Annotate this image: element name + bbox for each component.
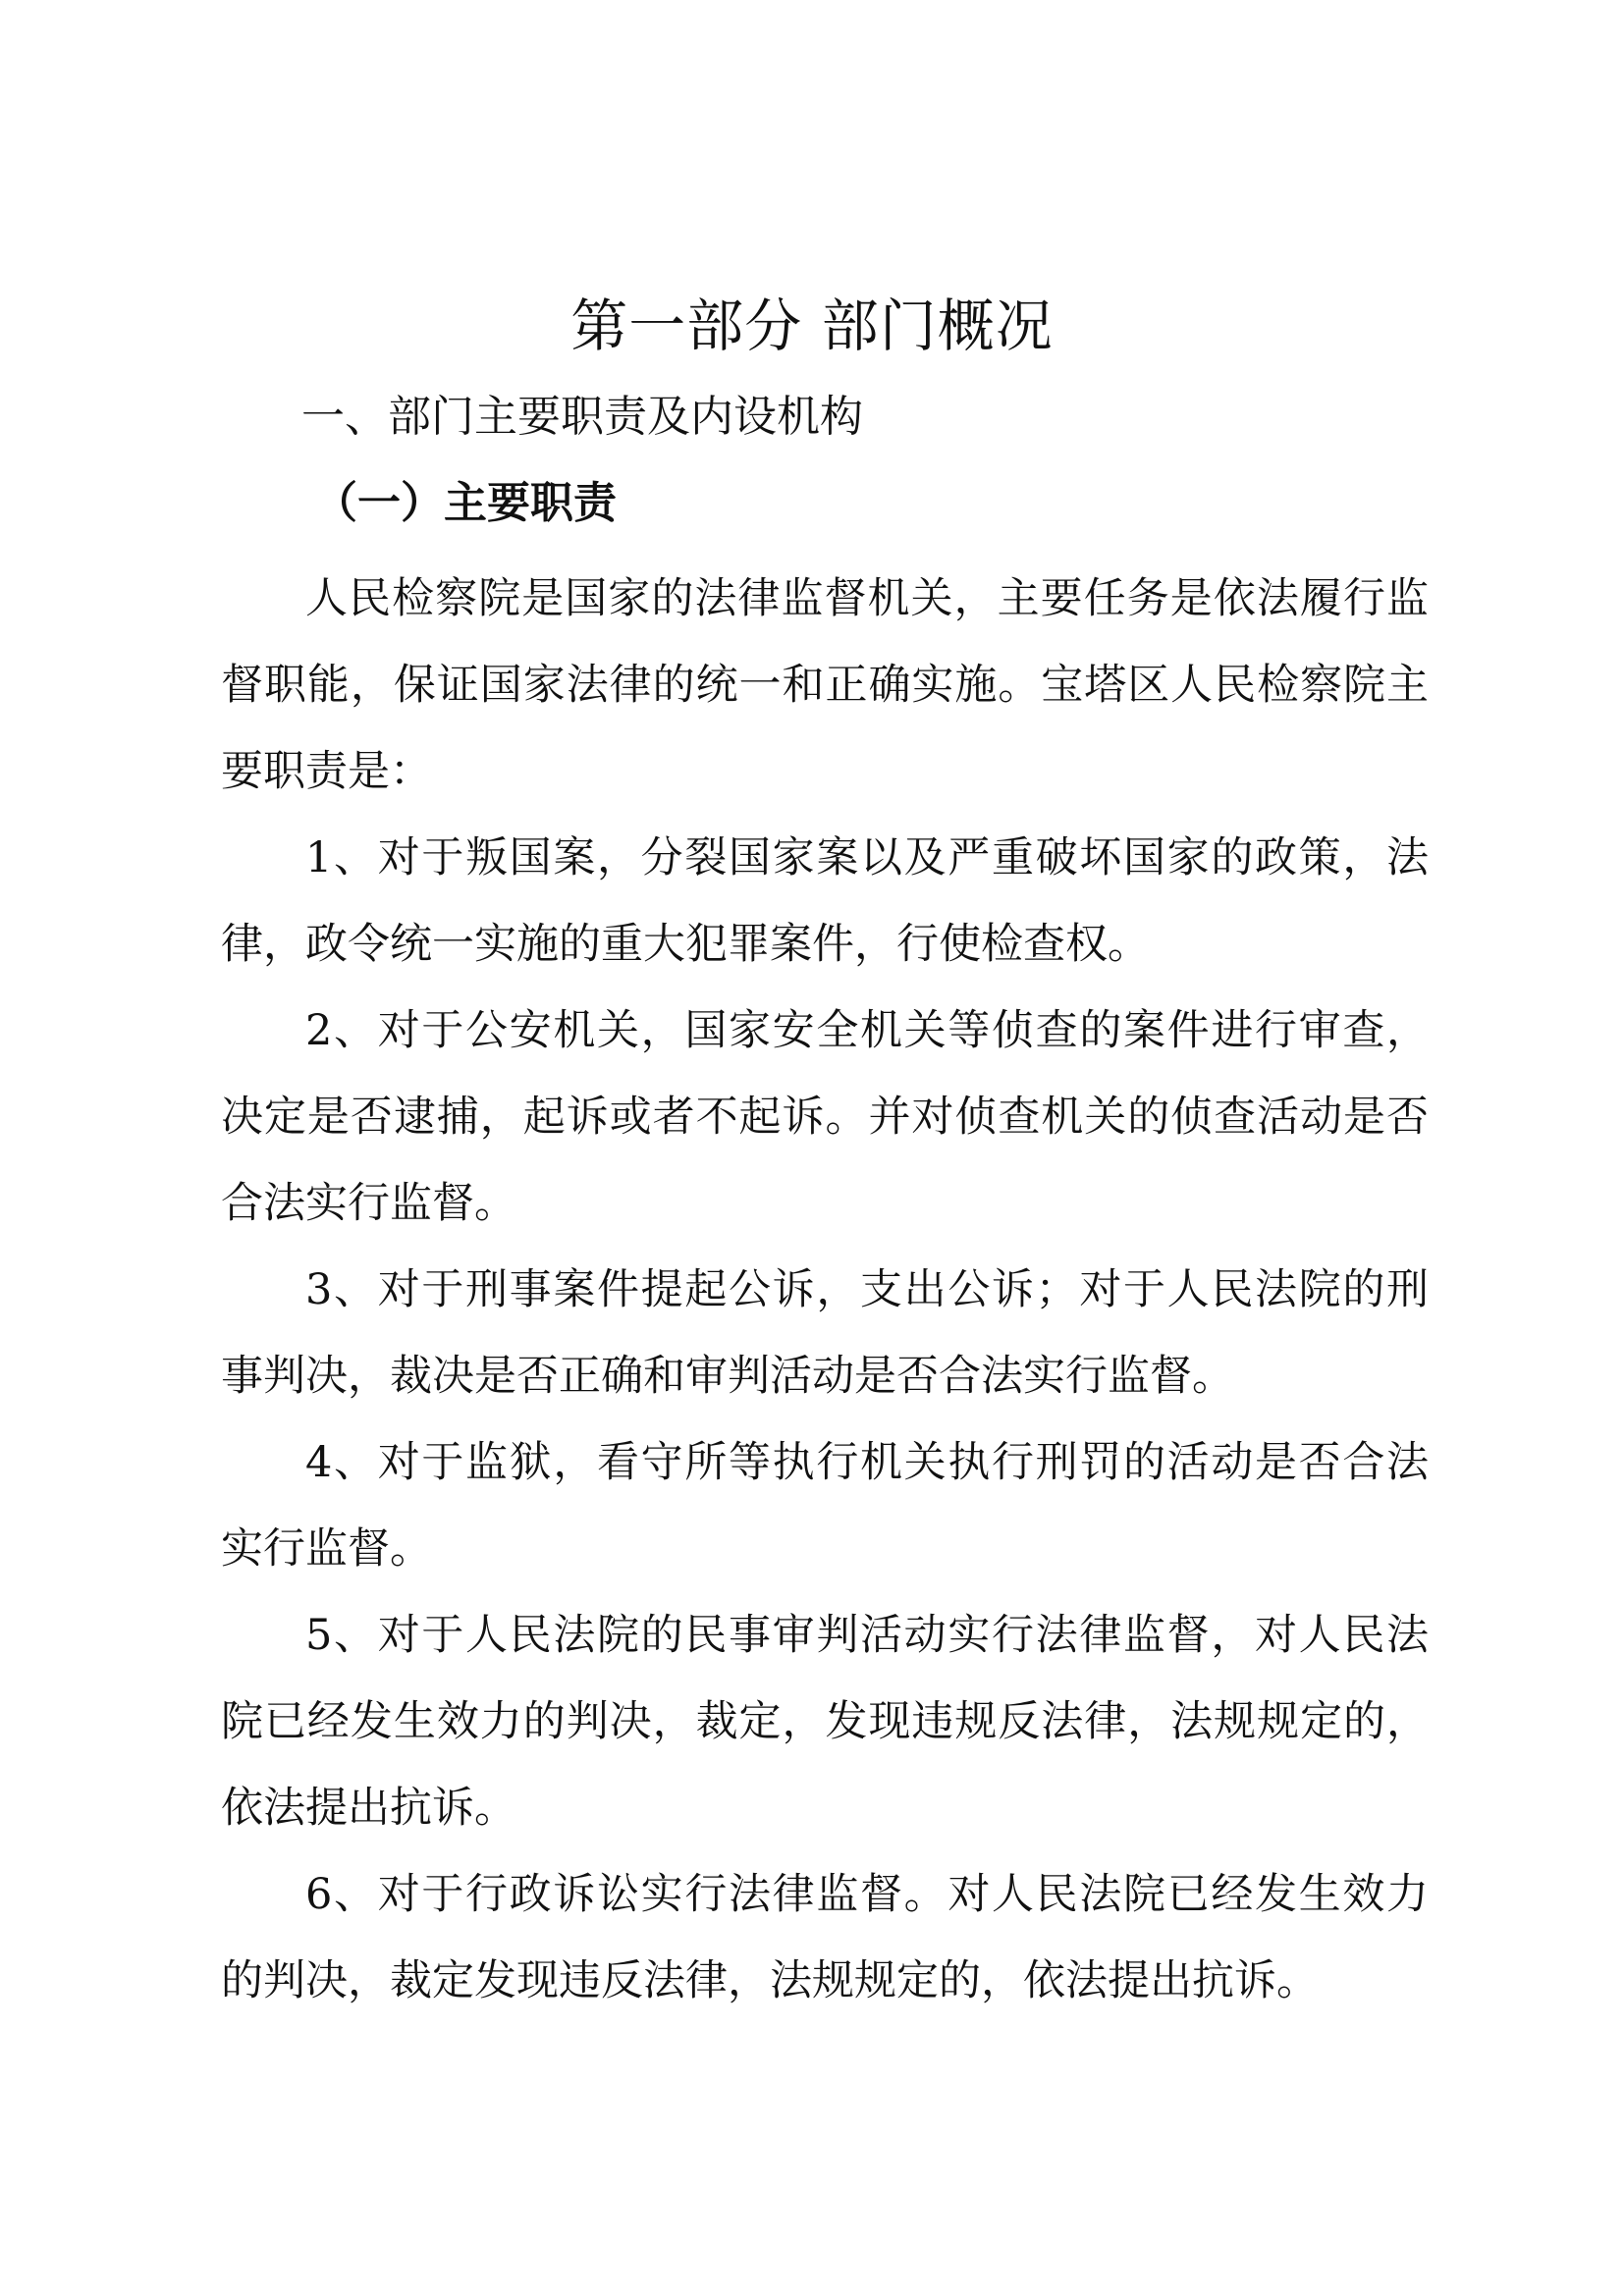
duty-item-5: 5、对于人民法院的民事审判活动实行法律监督，对人民法院已经发生效力的判决，裁定，发现违规反法律，法规规定的，依法提出抗诉。	[221, 1611, 1429, 1833]
duty-item-3: 3、对于刑事案件提起公诉，支出公诉；对于人民法院的刑事判决，裁决是否正确和审判活动是否合法实行监督。	[221, 1265, 1429, 1401]
section-heading: 一、部门主要职责及内设机构	[301, 392, 863, 442]
document-body	[221, 556, 1429, 2024]
subsection-heading: （一）主要职责	[314, 478, 617, 528]
duty-item-4: 4、对于监狱，看守所等执行机关执行刑罚的活动是否合法实行监督。	[221, 1438, 1429, 1574]
duty-item-1: 1、对于叛国案，分裂国家案以及严重破坏国家的政策，法律，政令统一实施的重大犯罪案件，行使检查权。	[221, 833, 1429, 969]
page-title: 第一部分 部门概况	[570, 293, 1054, 359]
duty-item-2: 2、对于公安机关，国家安全机关等侦查的案件进行审查，决定是否逮捕，起诉或者不起诉。并对侦查机关的侦查活动是否合法实行监督。	[221, 1006, 1429, 1228]
duty-item-6: 6、对于行政诉讼实行法律监督。对人民法院已经发生效力的判决，裁定发现违反法律，法规规定的，依法提出抗诉。	[221, 1870, 1429, 2005]
intro-paragraph: 人民检察院是国家的法律监督机关，主要任务是依法履行监督职能，保证国家法律的统一和正确实施。宝塔区人民检察院主要职责是：	[221, 574, 1429, 796]
